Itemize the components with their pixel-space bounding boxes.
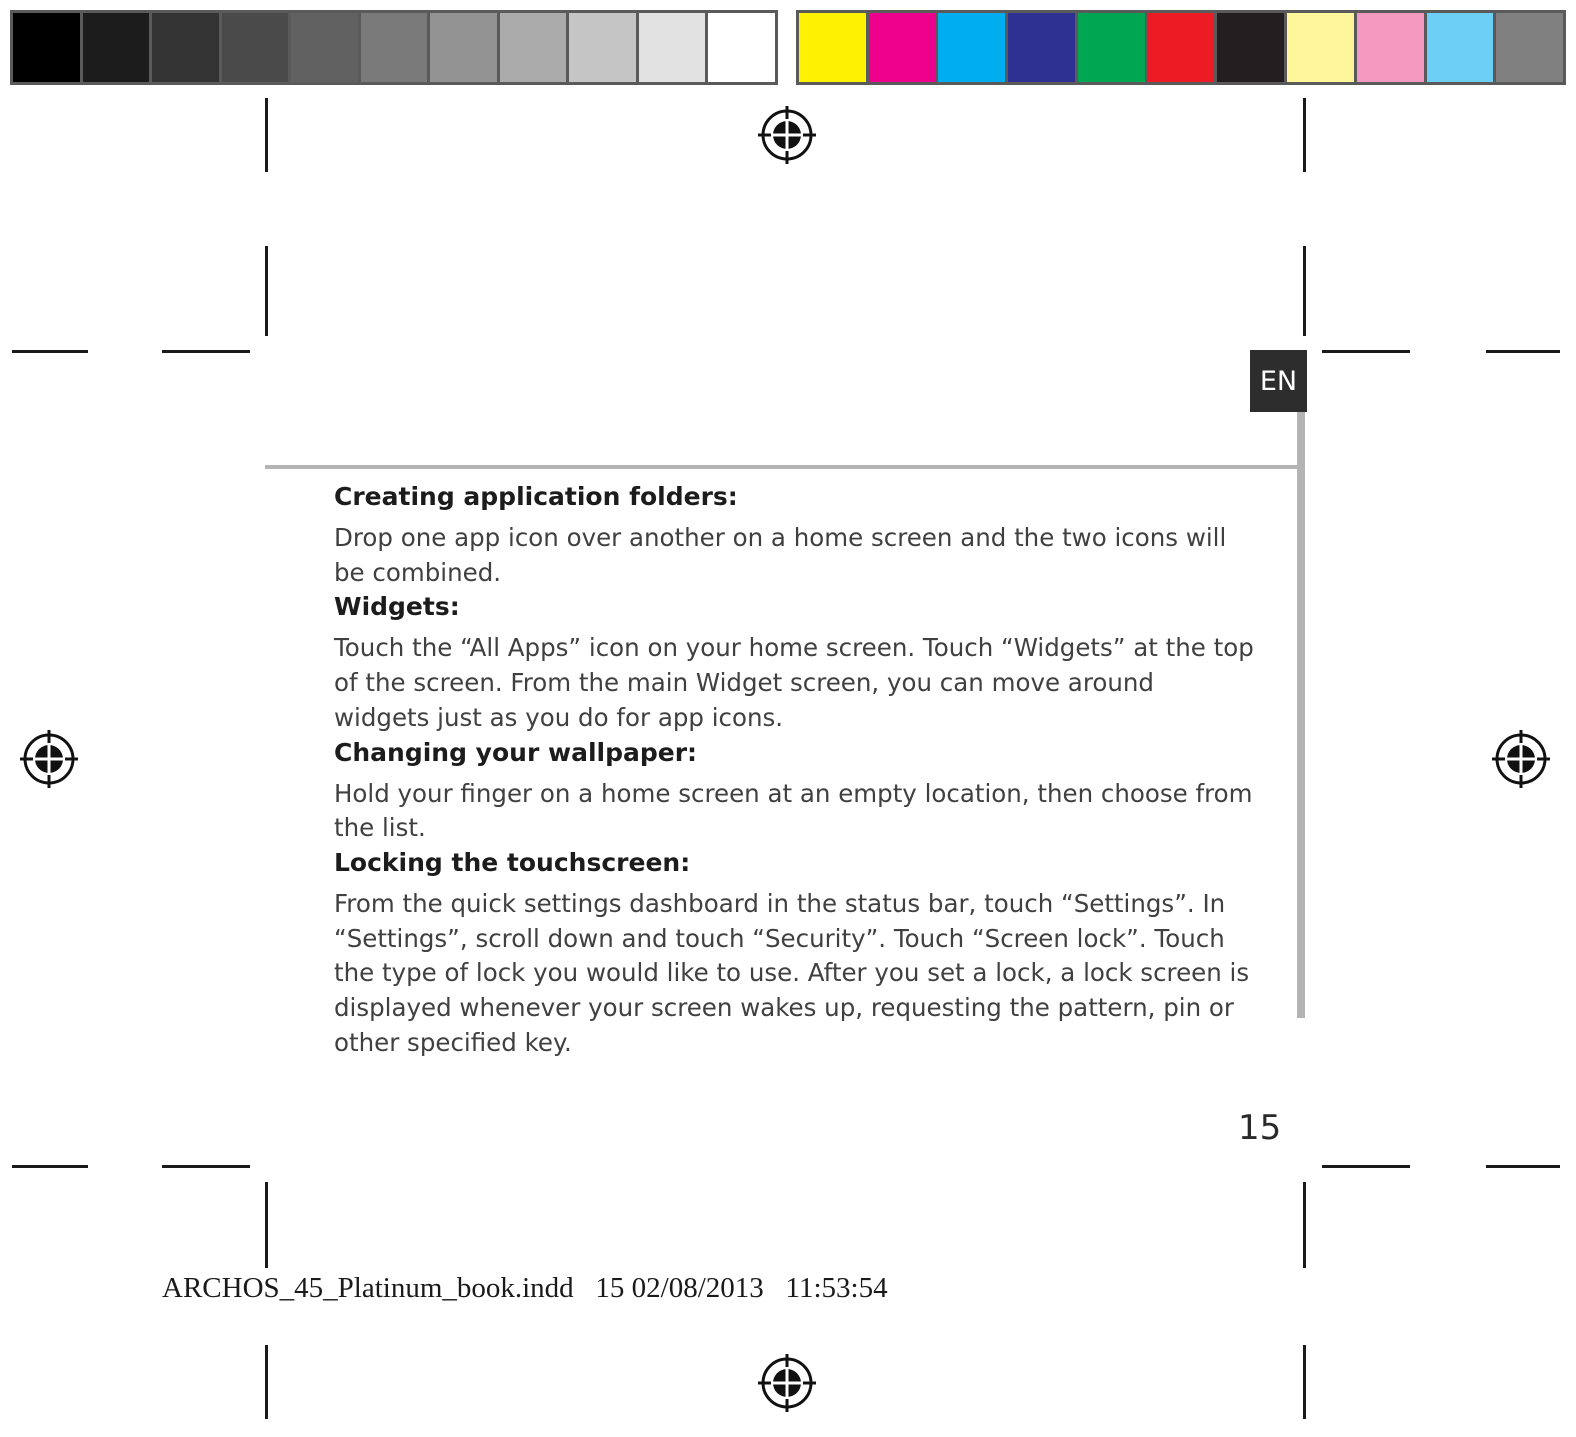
crop-mark: [1303, 1345, 1306, 1419]
registration-mark-icon: [756, 1352, 818, 1414]
section-title: Widgets:: [334, 592, 460, 622]
section-title: Creating application folders:: [334, 482, 738, 511]
crop-mark: [265, 1182, 268, 1268]
gray-swatch: [152, 13, 222, 82]
gray-swatch: [13, 13, 83, 82]
gray-swatch: [708, 13, 775, 82]
print-slug-line: ARCHOS_45_Platinum_book.indd 15 02/08/2013 11:53:54: [162, 1272, 888, 1304]
color-swatch: [1427, 13, 1497, 82]
section-title: Changing your wallpaper:: [334, 737, 698, 767]
color-swatch: [1357, 13, 1427, 82]
color-swatch: [1078, 13, 1148, 82]
crop-mark: [1303, 246, 1306, 336]
section-body: Hold your finger on a home screen at an empty location, then choose from the list.: [334, 778, 1253, 843]
color-calibration-bar: [796, 10, 1566, 85]
crop-mark: [1303, 1182, 1306, 1268]
color-swatch: [799, 13, 869, 82]
registration-mark-icon: [756, 104, 818, 166]
registration-mark-icon: [18, 728, 80, 790]
header-rule: [265, 465, 1305, 469]
crop-mark: [1322, 1165, 1410, 1168]
language-tab: EN: [1250, 350, 1307, 412]
page-content: [334, 480, 1254, 1060]
gray-swatch: [291, 13, 361, 82]
crop-mark: [12, 1165, 88, 1168]
color-swatch: [1008, 13, 1078, 82]
crop-mark: [1486, 1165, 1560, 1168]
color-swatch: [938, 13, 1008, 82]
color-swatch: [869, 13, 939, 82]
section-body: Touch the “All Apps” icon on your home screen. Touch “Widgets” at the top of the screen. From the main Widget screen, you can move around widgets just as you do for app icons.: [334, 633, 1254, 732]
crop-mark: [265, 246, 268, 336]
grayscale-calibration-bar: [10, 10, 778, 85]
crop-mark: [162, 1165, 250, 1168]
crop-mark: [1486, 350, 1560, 353]
section-body: From the quick settings dashboard in the status bar, touch “Settings”. In “Settings”, scroll down and touch “Security”. Touch “Screen lock”. Touch the type of lock you would like to use. After you set a lock, a lock screen is displayed whenever your screen wakes up, requesting the pattern, pin or other specified key.: [334, 888, 1250, 1057]
crop-mark: [1303, 98, 1306, 172]
color-swatch: [1496, 13, 1563, 82]
registration-mark-icon: [1490, 728, 1552, 790]
color-swatch: [1148, 13, 1218, 82]
gray-swatch: [83, 13, 153, 82]
crop-mark: [1322, 350, 1410, 353]
gray-swatch: [361, 13, 431, 82]
color-swatch: [1287, 13, 1357, 82]
gray-swatch: [222, 13, 292, 82]
page-number: 15: [1238, 1108, 1282, 1148]
crop-mark: [12, 350, 88, 353]
side-rule: [1297, 412, 1305, 1018]
gray-swatch: [430, 13, 500, 82]
gray-swatch: [500, 13, 570, 82]
crop-mark: [265, 98, 268, 172]
section-title: Locking the touchscreen:: [334, 847, 691, 877]
crop-mark: [265, 1345, 268, 1419]
crop-mark: [162, 350, 250, 353]
section-body: Drop one app icon over another on a home screen and the two icons will be combined.: [334, 523, 1227, 587]
gray-swatch: [639, 13, 709, 82]
gray-swatch: [569, 13, 639, 82]
color-swatch: [1217, 13, 1287, 82]
